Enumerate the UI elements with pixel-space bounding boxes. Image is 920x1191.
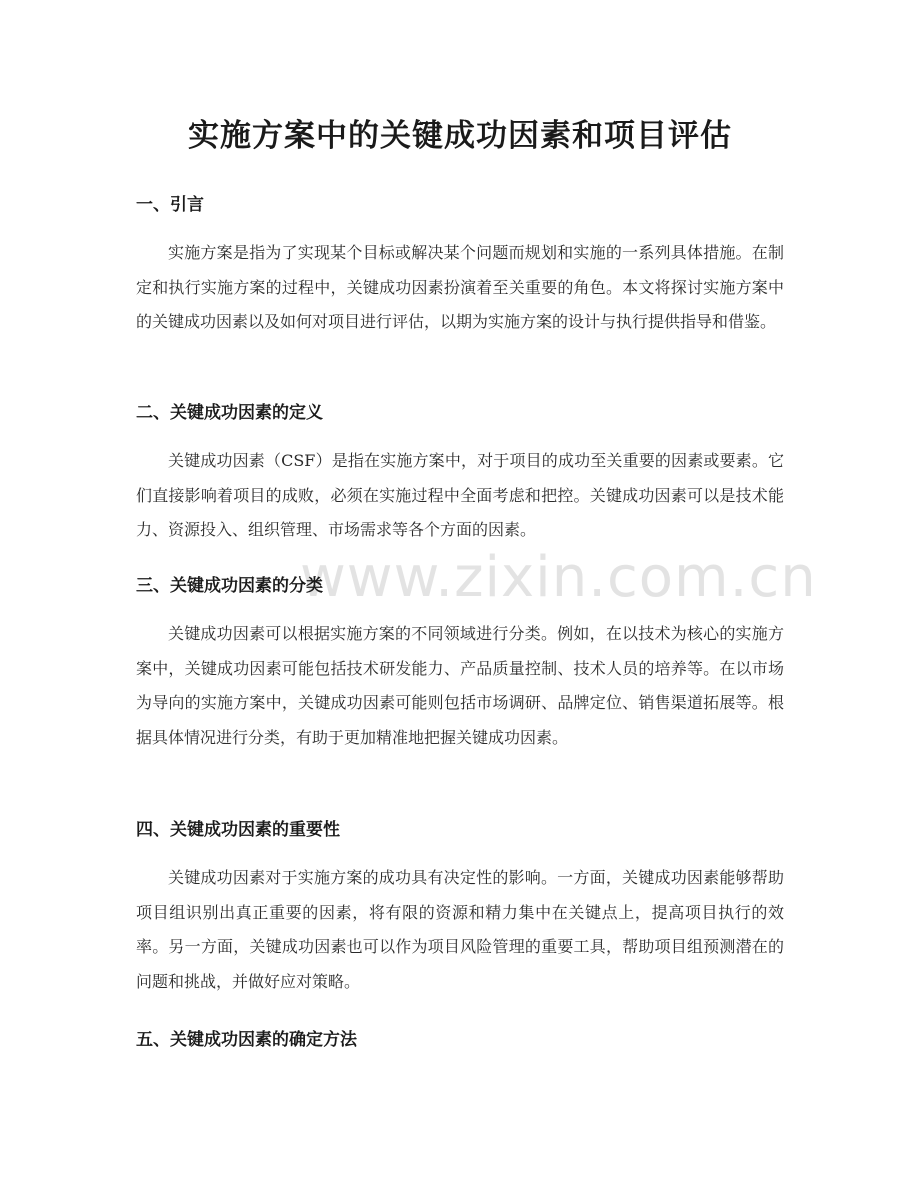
section-paragraph-intro: 实施方案是指为了实现某个目标或解决某个问题而规划和实施的一系列具体措施。在制定和执行实施方案的过程中，关键成功因素扮演着至关重要的角色。本文将探讨实施方案中的关键成功因素以及如何对项目进行评估，以期为实施方案的设计与执行提供指导和借鉴。 [136,243,784,331]
document-title: 实施方案中的关键成功因素和项目评估 [188,118,732,154]
section-paragraph-importance: 关键成功因素对于实施方案的成功具有决定性的影响。一方面，关键成功因素能够帮助项目组识别出真正重要的因素，将有限的资源和精力集中在关键点上，提高项目执行的效率。另一方面，关键成功因素也可以作为项目风险管理的重要工具，帮助项目组预测潜在的问题和挑战，并做好应对策略。 [136,868,784,991]
watermark: www.zixin.com.cn [300,545,817,610]
section-heading-definition: 二、关键成功因素的定义 [136,403,323,423]
section-heading-method: 五、关键成功因素的确定方法 [136,1030,357,1050]
section-paragraph-definition: 关键成功因素（CSF）是指在实施方案中，对于项目的成功至关重要的因素或要素。它们直接影响着项目的成败，必须在实施过程中全面考虑和把控。关键成功因素可以是技术能力、资源投入、组织管理、市场需求等各个方面的因素。 [136,451,784,539]
section-heading-classification: 三、关键成功因素的分类 [136,576,323,596]
section-paragraph-classification: 关键成功因素可以根据实施方案的不同领域进行分类。例如，在以技术为核心的实施方案中，关键成功因素可能包括技术研发能力、产品质量控制、技术人员的培养等。在以市场为导向的实施方案中，关键成功因素可能则包括市场调研、品牌定位、销售渠道拓展等。根据具体情况进行分类，有助于更加精准地把握关键成功因素。 [136,624,784,747]
section-heading-importance: 四、关键成功因素的重要性 [136,820,340,840]
section-heading-intro: 一、引言 [136,195,204,215]
